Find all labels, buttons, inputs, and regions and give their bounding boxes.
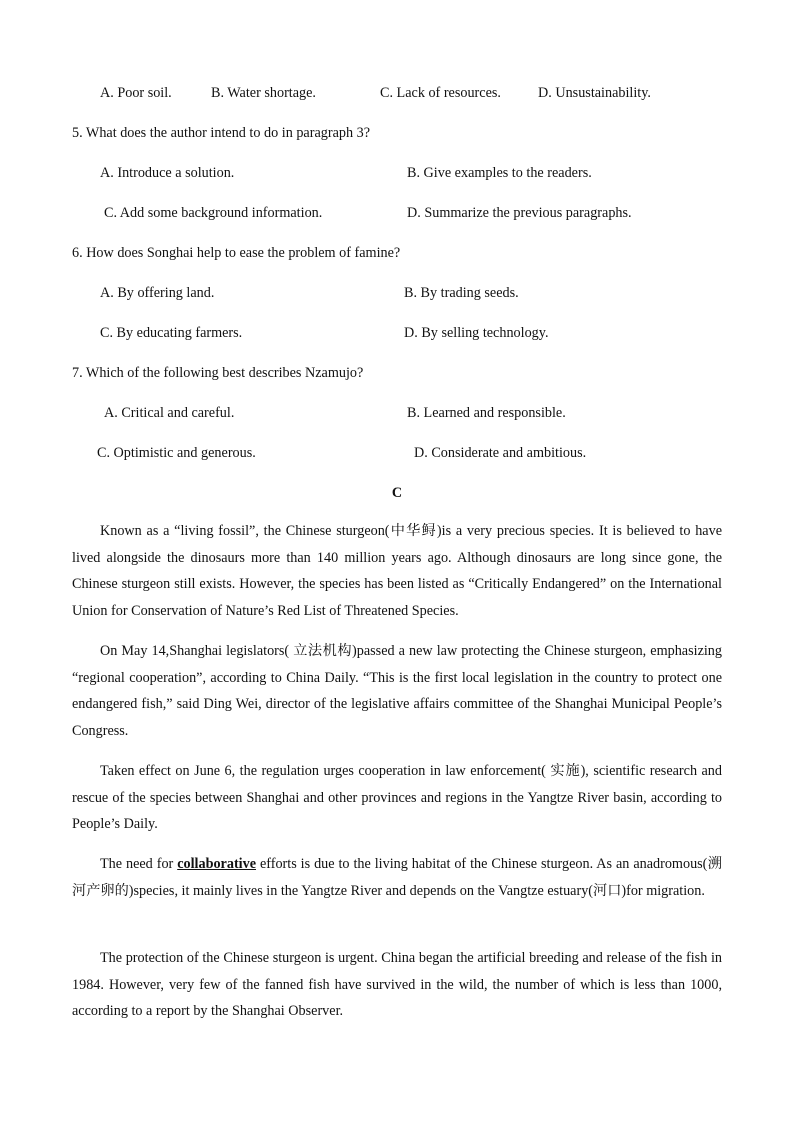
q6-stem: 6. How does Songhai help to ease the problem of famine? xyxy=(72,245,401,261)
passage-paragraph-3-text: Taken effect on June 6, the regulation urges cooperation in law enforcement( 实施), scientific research and rescue of the species between Shanghai and other provinces and regions in the Yangtze River basin, according to People’s Daily. xyxy=(72,763,722,833)
q4-option-d: D. Unsustainability. xyxy=(538,85,651,101)
passage-paragraph-1-text: Known as a “living fossil”, the Chinese sturgeon(中华鲟)is a very precious species. It is believed to have lived alongside the dinosaurs more than 140 million years ago. Although dinosaurs are long since gone, the Chinese sturgeon still exists. However, the species has been listed as “Critically Endangered” on the International Union for Conservation of Nature’s Red List of Threatened Species. xyxy=(72,523,722,619)
q7-option-c: C. Optimistic and generous. xyxy=(97,445,256,461)
q6-option-c: C. By educating farmers. xyxy=(100,325,243,341)
passage-paragraph-4-lead: The need for xyxy=(100,856,178,872)
passage-paragraph-4-rest: efforts is due to the living habitat of the Chinese sturgeon. As an anadromous(溯河产卵的)species, it mainly lives in the Yangtze River and depends on the Vangtze estuary(河口)for migration. xyxy=(72,856,722,899)
q5-option-c: C. Add some background information. xyxy=(104,205,323,221)
passage-paragraph-3 xyxy=(72,758,722,838)
passage-paragraph-2 xyxy=(72,638,722,744)
q5-option-b: B. Give examples to the readers. xyxy=(407,165,592,181)
q5-option-a: A. Introduce a solution. xyxy=(100,165,235,181)
q6-option-a: A. By offering land. xyxy=(100,285,215,301)
q7-option-b: B. Learned and responsible. xyxy=(407,405,566,421)
passage-paragraph-5-text: The protection of the Chinese sturgeon is urgent. China began the artificial breeding and release of the fish in 1984. However, very few of the fanned fish have survived in the wild, the number of which is less than 1000, according to a report by the Shanghai Observer. xyxy=(72,950,722,1020)
keyword-collaborative: collaborative xyxy=(177,856,257,872)
q5-option-d: D. Summarize the previous paragraphs. xyxy=(407,205,632,221)
passage-paragraph-5 xyxy=(72,945,722,1025)
passage-paragraph-4 xyxy=(72,851,722,904)
passage-paragraph-1 xyxy=(72,518,722,624)
passage-paragraph-2-text: On May 14,Shanghai legislators( 立法机构)passed a new law protecting the Chinese sturgeon, emphasizing “regional cooperation”, according to China Daily. “This is the first local legislation in the country to protect one endangered fish,” said Ding Wei, director of the legislative affairs committee of the Shanghai Municipal People’s Congress. xyxy=(72,643,722,739)
q5-stem: 5. What does the author intend to do in paragraph 3? xyxy=(72,125,370,141)
q6-option-b: B. By trading seeds. xyxy=(404,285,519,301)
q4-option-a: A. Poor soil. xyxy=(100,85,172,101)
q4-option-b: B. Water shortage. xyxy=(211,85,316,101)
q7-option-d: D. Considerate and ambitious. xyxy=(414,445,587,461)
q4-option-c: C. Lack of resources. xyxy=(380,85,501,101)
q6-option-d: D. By selling technology. xyxy=(404,325,549,341)
q7-option-a: A. Critical and careful. xyxy=(104,405,235,421)
q7-stem: 7. Which of the following best describes Nzamujo? xyxy=(72,365,364,381)
section-heading: C xyxy=(391,485,403,501)
